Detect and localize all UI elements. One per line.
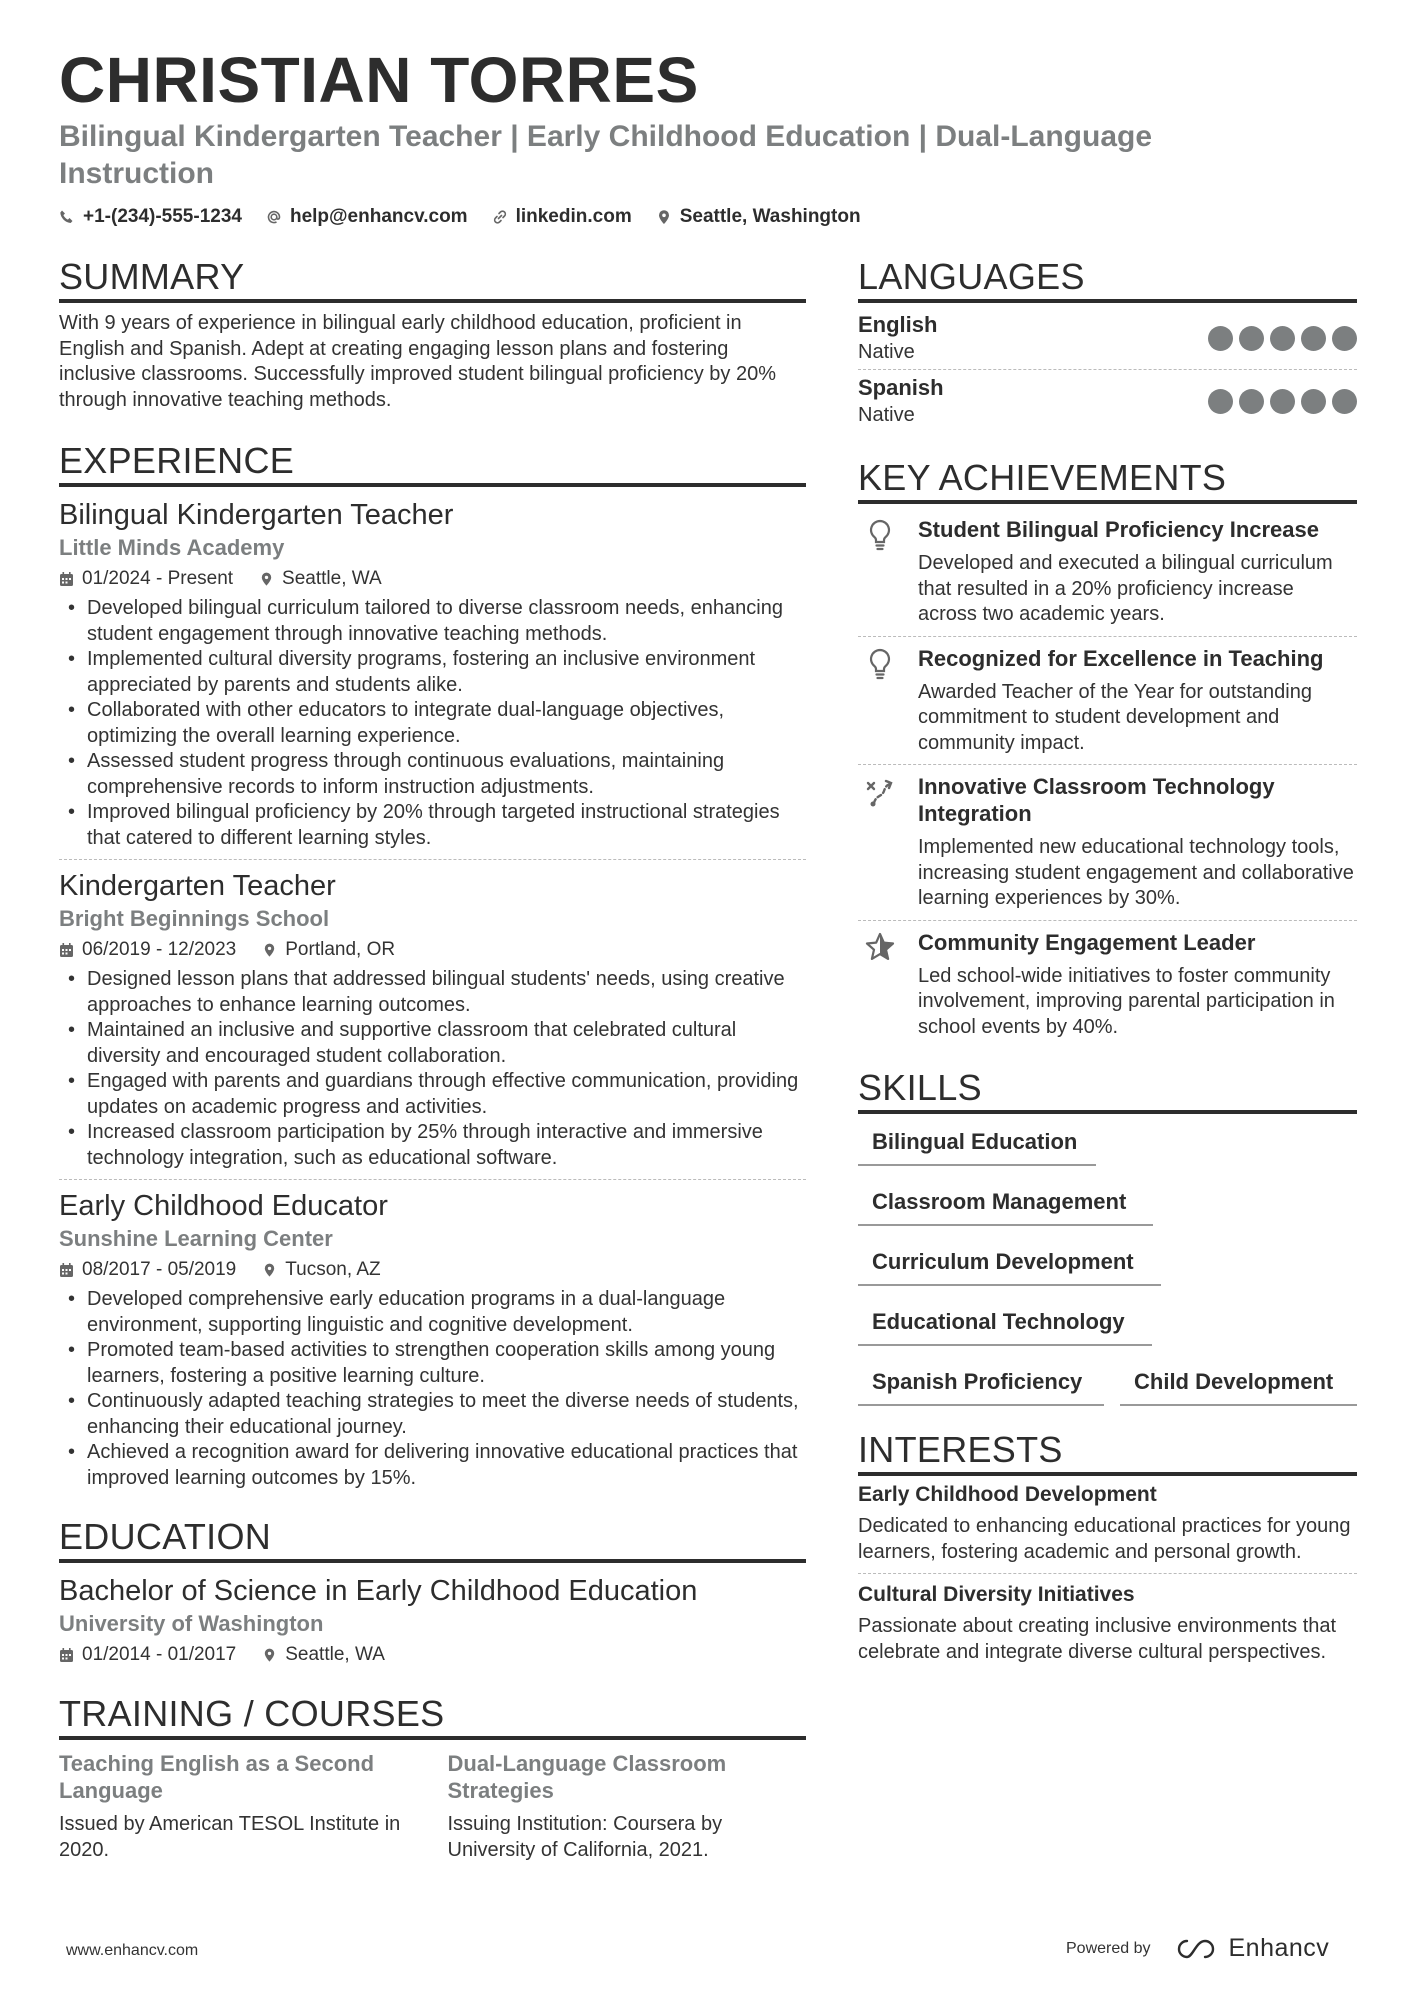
lightbulb-icon [864, 518, 896, 552]
bullet: • Continuously adapted teaching strategies to meet the diverse needs of students, enhancing their educational journey. [59, 1389, 806, 1440]
lightbulb-icon [864, 647, 896, 681]
course-item [448, 1750, 807, 1863]
contact-bar [59, 206, 861, 228]
achievement-title: Innovative Classroom Technology Integration [918, 774, 1275, 826]
course-desc: Issuing Institution: Coursera by University of California, 2021. [447, 1813, 723, 1861]
rating-dot [1332, 389, 1357, 414]
achievement-item [858, 920, 1357, 1049]
company-name: Little Minds Academy [59, 535, 285, 560]
job-entry [59, 1179, 806, 1499]
brand-logo[interactable] [1173, 1934, 1330, 1963]
interest-title: Early Childhood Development [858, 1483, 1157, 1506]
interest-desc: Passionate about creating inclusive environments that celebrate and integrate diverse cultural perspectives. [858, 1615, 1337, 1663]
experience-section [59, 439, 806, 1499]
company-name: Sunshine Learning Center [59, 1226, 333, 1251]
education-section [59, 1515, 806, 1668]
location-text: Seattle, Washington [679, 206, 861, 227]
job-dates [59, 937, 236, 963]
calendar-icon [59, 571, 74, 587]
interest-desc: Dedicated to enhancing educational practices for young learners, fostering academic and personal growth. [858, 1515, 1351, 1563]
job-location [259, 566, 382, 592]
footer-website[interactable]: www.enhancv.com [66, 1942, 199, 1959]
job-entry [59, 497, 806, 859]
job-location [262, 1257, 380, 1283]
education-location [262, 1642, 385, 1668]
rating-dot [1208, 326, 1233, 351]
phone-text: +1-(234)-555-1234 [83, 206, 242, 227]
experience-title: EXPERIENCE [59, 439, 806, 487]
dates-text: 01/2024 - Present [82, 568, 234, 589]
course-desc: Issued by American TESOL Institute in 2020. [59, 1813, 401, 1861]
location-pin-icon [262, 1647, 277, 1663]
dates-text: 06/2019 - 12/2023 [82, 939, 237, 960]
job-title: Bilingual Kindergarten Teacher [59, 499, 454, 531]
rating-dot [1332, 326, 1357, 351]
contact-phone[interactable] [59, 206, 242, 228]
contact-linkedin[interactable] [492, 206, 632, 228]
training-title: TRAINING / COURSES [59, 1692, 806, 1740]
education-meta [59, 1642, 806, 1668]
brand-name: Enhancv [1228, 1934, 1330, 1962]
location-pin-icon [259, 571, 274, 587]
at-icon [266, 209, 282, 225]
interests-section [858, 1428, 1357, 1673]
course-list [59, 1750, 806, 1863]
rating-dot [1239, 389, 1264, 414]
bullet: • Increased classroom participation by 25% through interactive and immersive technology integration, such as educational software. [59, 1120, 806, 1171]
location-text: Seattle, WA [282, 568, 382, 589]
languages-section [858, 255, 1357, 432]
job-meta [59, 1257, 806, 1283]
achievement-item [858, 764, 1357, 920]
dates-text: 08/2017 - 05/2019 [82, 1259, 237, 1280]
language-rating [1208, 389, 1357, 414]
achievement-item [858, 508, 1357, 636]
language-name: Spanish [858, 375, 944, 400]
enhancv-logo-icon [1173, 1937, 1219, 1961]
interests-title: INTERESTS [858, 1428, 1357, 1476]
bullet: • Collaborated with other educators to integrate dual-language objectives, optimizing the overall learning experience. [59, 698, 806, 749]
footer-branding [1066, 1934, 1329, 1963]
skill-tag: Educational Technology [858, 1302, 1152, 1346]
headline: Bilingual Kindergarten Teacher | Early Childhood Education | Dual-Language Instruction [59, 120, 1153, 190]
achievement-desc: Developed and executed a bilingual curriculum that resulted in a 20% proficiency increase across two academic years. [918, 552, 1333, 625]
link-icon [492, 209, 508, 225]
job-meta [59, 566, 806, 592]
location-pin-icon [262, 942, 277, 958]
training-section [59, 1692, 806, 1863]
job-location [262, 937, 395, 963]
course-title: Teaching English as a Second Language [59, 1751, 375, 1803]
rating-dot [1270, 326, 1295, 351]
skill-list [858, 1122, 1357, 1406]
skills-title: SKILLS [858, 1066, 1357, 1114]
language-level: Native [858, 404, 915, 426]
calendar-icon [59, 1647, 74, 1663]
achievement-desc: Awarded Teacher of the Year for outstanding commitment to student development and community impact. [918, 680, 1312, 754]
achievements-section [858, 456, 1357, 1048]
calendar-icon [59, 942, 74, 958]
bullet: • Implemented cultural diversity programs, fostering an inclusive environment appreciated by parents and students alike. [59, 647, 806, 698]
location-text: Seattle, WA [285, 1644, 385, 1665]
job-dates [59, 566, 233, 592]
skill-tag: Spanish Proficiency [858, 1362, 1104, 1406]
job-title: Early Childhood Educator [59, 1190, 388, 1222]
interest-title: Cultural Diversity Initiatives [858, 1583, 1135, 1606]
languages-title: LANGUAGES [858, 255, 1357, 303]
job-entry [59, 859, 806, 1179]
school-name: University of Washington [59, 1611, 324, 1636]
course-title: Dual-Language Classroom Strategies [447, 1751, 727, 1803]
summary-text: With 9 years of experience in bilingual early childhood education, proficient in English and Spanish. Adept at creating engaging lesson plans and fostering inclusive classrooms. Successfully improved student bilingual proficiency by 20% through innovative teaching methods. [59, 312, 776, 411]
bullet: • Developed comprehensive early education programs in a dual-language environment, supporting linguistic and cognitive development. [59, 1287, 806, 1338]
achievements-title: KEY ACHIEVEMENTS [858, 456, 1357, 504]
route-icon [864, 775, 896, 809]
rating-dot [1270, 389, 1295, 414]
phone-icon [59, 209, 75, 225]
location-pin-icon [656, 209, 672, 225]
course-item [59, 1750, 418, 1863]
skills-section [858, 1066, 1357, 1406]
language-item [858, 307, 1357, 369]
job-bullets [59, 967, 806, 1171]
achievement-desc: Led school-wide initiatives to foster community involvement, improving parental participation in school events by 40%. [918, 964, 1335, 1038]
bullet: • Maintained an inclusive and supportive classroom that celebrated cultural diversity and encouraged student collaboration. [59, 1018, 806, 1069]
skill-tag: Classroom Management [858, 1182, 1153, 1226]
achievement-title: Community Engagement Leader [918, 929, 1256, 955]
degree: Bachelor of Science in Early Childhood Education [59, 1575, 698, 1607]
rating-dot [1301, 326, 1326, 351]
contact-location [656, 206, 861, 228]
bullet: • Designed lesson plans that addressed bilingual students' needs, using creative approaches to enhance learning outcomes. [59, 967, 806, 1018]
skill-tag: Curriculum Development [858, 1242, 1161, 1286]
interest-item [858, 1480, 1357, 1573]
star-icon [864, 931, 896, 965]
bullet: • Engaged with parents and guardians through effective communication, providing updates on academic progress and activities. [59, 1069, 806, 1120]
location-text: Tucson, AZ [285, 1259, 381, 1280]
job-dates [59, 1257, 236, 1283]
bullet: • Achieved a recognition award for delivering innovative educational practices that improved learning outcomes by 15%. [59, 1440, 806, 1491]
language-rating [1208, 326, 1357, 351]
bullet: • Improved bilingual proficiency by 20% through targeted instructional strategies that catered to different learning styles. [59, 800, 806, 851]
language-level: Native [858, 341, 915, 363]
summary-section [59, 255, 806, 413]
linkedin-text: linkedin.com [515, 206, 632, 227]
dates-text: 01/2014 - 01/2017 [82, 1644, 237, 1665]
achievement-desc: Implemented new educational technology tools, increasing student engagement and collaborative learning experiences by 30%. [918, 836, 1354, 909]
rating-dot [1208, 389, 1233, 414]
location-text: Portland, OR [285, 939, 396, 960]
achievement-title: Student Bilingual Proficiency Increase [918, 517, 1319, 542]
bullet: • Developed bilingual curriculum tailored to diverse classroom needs, enhancing student engagement through innovative teaching methods. [59, 596, 806, 647]
bullet: • Promoted team-based activities to strengthen cooperation skills among young learners, fostering a positive learning culture. [59, 1338, 806, 1389]
achievement-item [858, 636, 1357, 765]
right-column [858, 255, 1357, 1673]
skill-tag: Bilingual Education [858, 1122, 1096, 1166]
rating-dot [1301, 389, 1326, 414]
left-column [59, 255, 806, 1863]
email-text: help@enhancv.com [289, 206, 468, 227]
candidate-name: CHRISTIAN TORRES [59, 44, 699, 116]
job-bullets [59, 596, 806, 851]
education-dates [59, 1642, 236, 1668]
company-name: Bright Beginnings School [59, 906, 330, 931]
interest-item [858, 1573, 1357, 1673]
location-pin-icon [262, 1262, 277, 1278]
summary-title: SUMMARY [59, 255, 806, 303]
contact-email[interactable] [266, 206, 468, 228]
rating-dot [1239, 326, 1264, 351]
job-title: Kindergarten Teacher [59, 870, 336, 902]
language-item [858, 369, 1357, 432]
education-title: EDUCATION [59, 1515, 806, 1563]
skill-tag: Child Development [1120, 1362, 1357, 1406]
job-meta [59, 937, 806, 963]
bullet: • Assessed student progress through continuous evaluations, maintaining comprehensive records to inform instruction adjustments. [59, 749, 806, 800]
calendar-icon [59, 1262, 74, 1278]
language-name: English [858, 312, 938, 337]
achievement-title: Recognized for Excellence in Teaching [918, 645, 1324, 671]
powered-by-text: Powered by [1066, 1939, 1151, 1957]
job-bullets [59, 1287, 806, 1491]
